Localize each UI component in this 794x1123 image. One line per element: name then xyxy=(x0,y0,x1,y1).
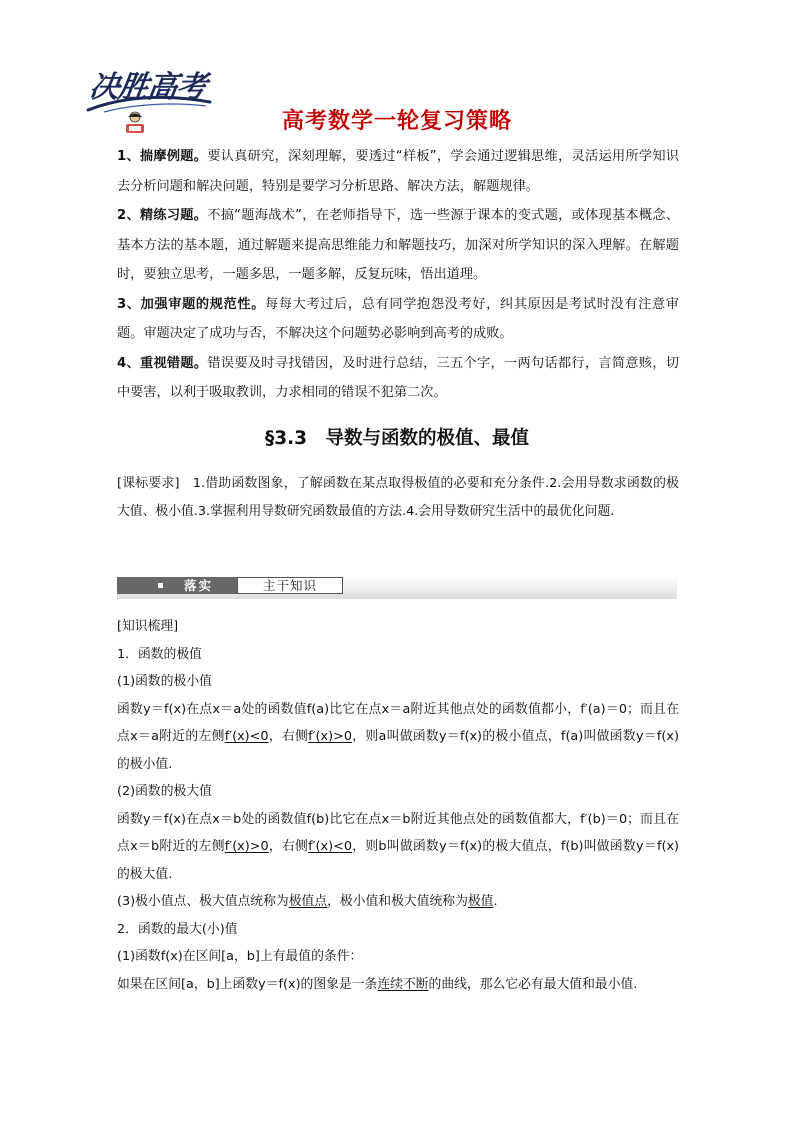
subitem-title: (2)函数的极大值 xyxy=(117,784,212,799)
strategy-list xyxy=(117,142,679,408)
strategy-item: 3、加强审题的规范性。每每大考过后，总有同学抱怨没考好，纠其原因是考试时没有注意审题。审题决定了成功与否，不解决这个问题势必影响到高考的成败。 xyxy=(117,296,679,341)
blank-answer: f′(x)<0 xyxy=(308,839,352,854)
curriculum-requirements xyxy=(117,470,679,526)
strategy-item: 4、重视错题。错误要及时寻找错因，及时进行总结，三五个字，一两句话都行，言简意赅，切中要害，以利于吸取教训，力求相同的错误不犯第二次。 xyxy=(117,355,679,400)
knowledge-heading: [知识梳理] xyxy=(117,619,179,634)
section-banner xyxy=(117,575,677,599)
section-title: §3.3 导数与函数的极值、最值 xyxy=(264,428,530,449)
subitem-title: (1)函数的极小值 xyxy=(117,674,212,689)
item-title: 2．函数的最大(小)值 xyxy=(117,921,238,937)
blank-answer: 极值点 xyxy=(288,894,328,909)
square-bullet-icon xyxy=(158,583,163,588)
blank-answer: f′(x)>0 xyxy=(308,729,352,744)
blank-answer: 连续不断 xyxy=(377,976,429,992)
paragraph-min-definition: 函数y＝f(x)在点x＝a处的函数值f(a)比它在点x＝a附近其他点处的函数值都小，f′(a)＝0；而且在点x＝a附近的左侧f′(x)<0，右侧f′(x)>0，则a叫做函数y＝f(x)的极小值点，f(a)叫做函数y＝f(x)的极小值. xyxy=(117,701,679,772)
banner-light-tab: 主干知识 xyxy=(237,577,343,594)
knowledge-section xyxy=(117,613,679,998)
logo-text: 决胜高考 xyxy=(87,70,208,105)
paragraph-extreme: (3)极小值点、极大值点统称为极值点，极小值和极大值统称为极值. xyxy=(117,894,498,909)
blank-answer: 极值 xyxy=(467,894,494,909)
subitem-title: (1)函数f(x)在区间[a，b]上有最值的条件： xyxy=(117,949,363,964)
paragraph-condition: 如果在区间[a，b]上函数y＝f(x)的图象是一条连续不断的曲线，那么它必有最大值和最小值. xyxy=(117,976,638,992)
main-title: 高考数学一轮复习策略 xyxy=(281,109,512,134)
strategy-item: 2、精练习题。不搞“题海战术”，在老师指导下，选一些源于课本的变式题，或体现基本概念、基本方法的基本题，通过解题来提高思维能力和解题技巧，加深对所学知识的深入理解。在解题时，要独立思考，一题多思，一题多解，反复玩味，悟出道理。 xyxy=(117,208,679,282)
strategy-item: 1、揣摩例题。要认真研究，深刻理解，要透过“样板”，学会通过逻辑思维，灵活运用所学知识去分析问题和解决问题，特别是要学习分析思路、解决方法，解题规律。 xyxy=(117,149,679,194)
curriculum-text: 1.借助函数图象，了解函数在某点取得极值的必要和充分条件.2.会用导数求函数的极大值、极小值.3.掌握利用导数研究函数最值的方法.4.会用导数研究生活中的最优化问题. xyxy=(117,476,679,519)
blank-answer: f′(x)<0 xyxy=(224,729,269,744)
paragraph-max-definition: 函数y＝f(x)在点x＝b处的函数值f(b)比它在点x＝b附近其他点处的函数值都大，f′(b)＝0；而且在点x＝b附近的左侧f′(x)>0，右侧f′(x)<0，则b叫做函数y＝f(x)的极大值点，f(b)叫做函数y＝f(x)的极大值. xyxy=(117,811,680,882)
curriculum-tag: [课标要求] xyxy=(117,476,180,491)
banner-dark-tab: 落实 xyxy=(117,577,237,594)
blank-answer: f′(x)>0 xyxy=(224,839,269,854)
item-title: 1．函数的极值 xyxy=(117,646,202,662)
